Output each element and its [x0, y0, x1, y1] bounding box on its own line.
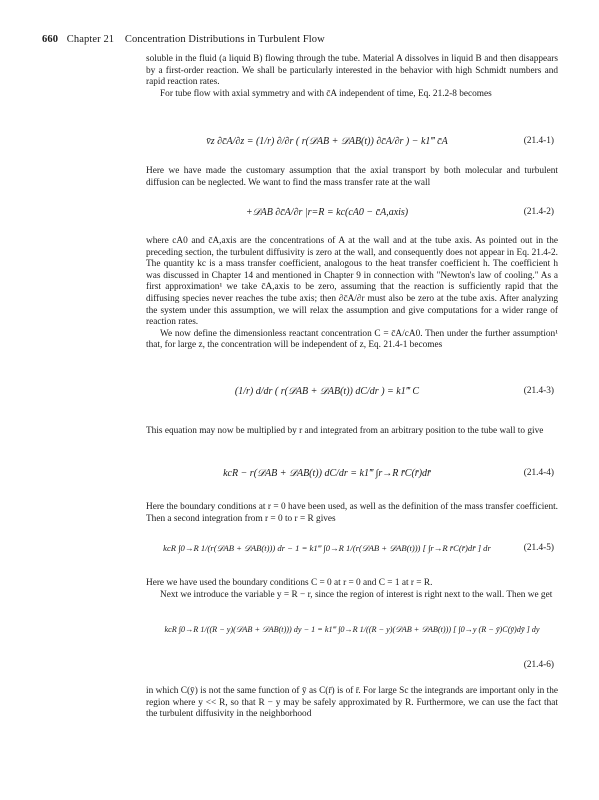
paragraph-1	[146, 54, 558, 100]
paragraph-text: For tube flow with axial symmetry and with c̄A independent of time, Eq. 21.2-8 becomes	[160, 88, 492, 99]
equation-number: (21.4-3)	[523, 386, 554, 396]
paragraph-4	[146, 236, 558, 352]
equation-21-4-4	[146, 468, 558, 496]
chapter-title: Concentration Distributions in Turbulent Flow	[124, 34, 325, 45]
paragraph-text: in which C(ȳ) is not the same function of ȳ as C(r̄) is of r̄. For large Sc the integrands are important only in the region where y << R, so that R − y may be safely approximated by R. Furthermore, we can use the fact that the turbulent diffusivity in the neighborhood	[146, 686, 558, 720]
paragraph-text: Here we have made the customary assumption that the axial transport by both molecular and turbulent diffusion can be neglected. We want to find the mass transfer rate at the wall	[146, 166, 558, 188]
equation-expression: +𝒟AB ∂c̄A/∂r |r=R = kc(cA0 − c̄A,axis)	[245, 207, 409, 218]
paragraph-text: where cA0 and c̄A,axis are the concentrations of A at the wall and at the tube axis. As pointed out in the preceding section, the turbulent diffusivity is zero at the wall, and consequently does not appear in Eq. 21.4-2. The quantity kc is a mass transfer coefficient, analogous to the heat transfer coefficient h. The coefficient h was discussed in Chapter 14 and mentioned in Chapter 9 in connection with "Newton's law of cooling." As a first approximation¹ we take c̄A,axis to be zero, assuming that the reaction is sufficiently rapid that the diffusing species never reaches the tube axis; then ∂c̄A/∂r must also be zero at the tube axis. After analyzing the system under this assumption, we will relax the assumption and give computations for a wider range of reaction rates.	[146, 236, 558, 328]
paragraph-text: We now define the dimensionless reactant concentration C = c̄A/cA0. Then under the further assumption¹ that, for large z, the concentration will be independent of z, Eq. 21.4-1 becomes	[146, 328, 558, 351]
equation-21-4-3	[146, 386, 558, 414]
equation-expression: kcR ∫0→R 1/((R − y)(𝒟AB + 𝒟AB(t))) dy − 1 = k1‴ ∫0→R 1/((R − y)(𝒟AB + 𝒟AB(t))) [ ∫0→y (R − ȳ)C(ȳ)dȳ ] dy	[164, 625, 540, 634]
equation-21-4-1	[146, 136, 558, 164]
page-number: 660	[42, 34, 59, 45]
paragraph-text: This equation may now be multiplied by r and integrated from an arbitrary position to the tube wall to give	[146, 426, 544, 436]
equation-expression: v̄z ∂c̄A/∂z = (1/r) ∂/∂r ( r(𝒟AB + 𝒟AB(t)) ∂c̄A/∂r ) − k1‴ c̄A	[206, 136, 448, 147]
equation-number: (21.4-6)	[523, 660, 554, 670]
equation-number: (21.4-1)	[523, 136, 554, 146]
paragraph-8	[146, 578, 558, 601]
paragraph-text: Here we have used the boundary conditions C = 0 at r = 0 and C = 1 at r = R.	[146, 578, 433, 588]
running-header	[42, 34, 325, 45]
equation-number: (21.4-4)	[523, 468, 554, 478]
equation-expression: (1/r) d/dr ( r(𝒟AB + 𝒟AB(t)) dC/dr ) = k1‴ C	[234, 386, 420, 397]
equation-21-4-6	[146, 624, 558, 670]
chapter-label: Chapter 21	[66, 34, 115, 45]
equation-21-4-2	[146, 207, 558, 235]
paragraph-text: soluble in the fluid (a liquid B) flowing through the tube. Material A dissolves in liquid B and then disappears by a first-order reaction. We shall be particularly interested in the behavior with high Schmidt numbers and rapid reaction rates.	[146, 54, 558, 88]
paragraph-text: Here the boundary conditions at r = 0 have been used, as well as the definition of the mass transfer coefficient. Then a second integration from r = 0 to r = R gives	[146, 502, 558, 524]
paragraph-10	[146, 686, 558, 721]
equation-expression: kcR − r(𝒟AB + 𝒟AB(t)) dC/dr = k1‴ ∫r→R r̄C(r̄)dr̄	[223, 468, 431, 479]
equation-number: (21.4-2)	[523, 207, 554, 217]
equation-number: (21.4-5)	[523, 543, 554, 553]
paragraph-6	[146, 426, 558, 438]
equation-expression: kcR ∫0→R 1/(r(𝒟AB + 𝒟AB(t))) dr − 1 = k1‴ ∫0→R 1/(r(𝒟AB + 𝒟AB(t))) [ ∫r→R r̄C(r̄)dr̄ ] dr	[163, 543, 491, 553]
paragraph-text: Next we introduce the variable y = R − r, since the region of interest is right next to the wall. Then we get	[160, 589, 553, 600]
paragraph-3	[146, 166, 558, 189]
equation-21-4-5	[146, 543, 558, 571]
paragraph-7	[146, 502, 558, 525]
